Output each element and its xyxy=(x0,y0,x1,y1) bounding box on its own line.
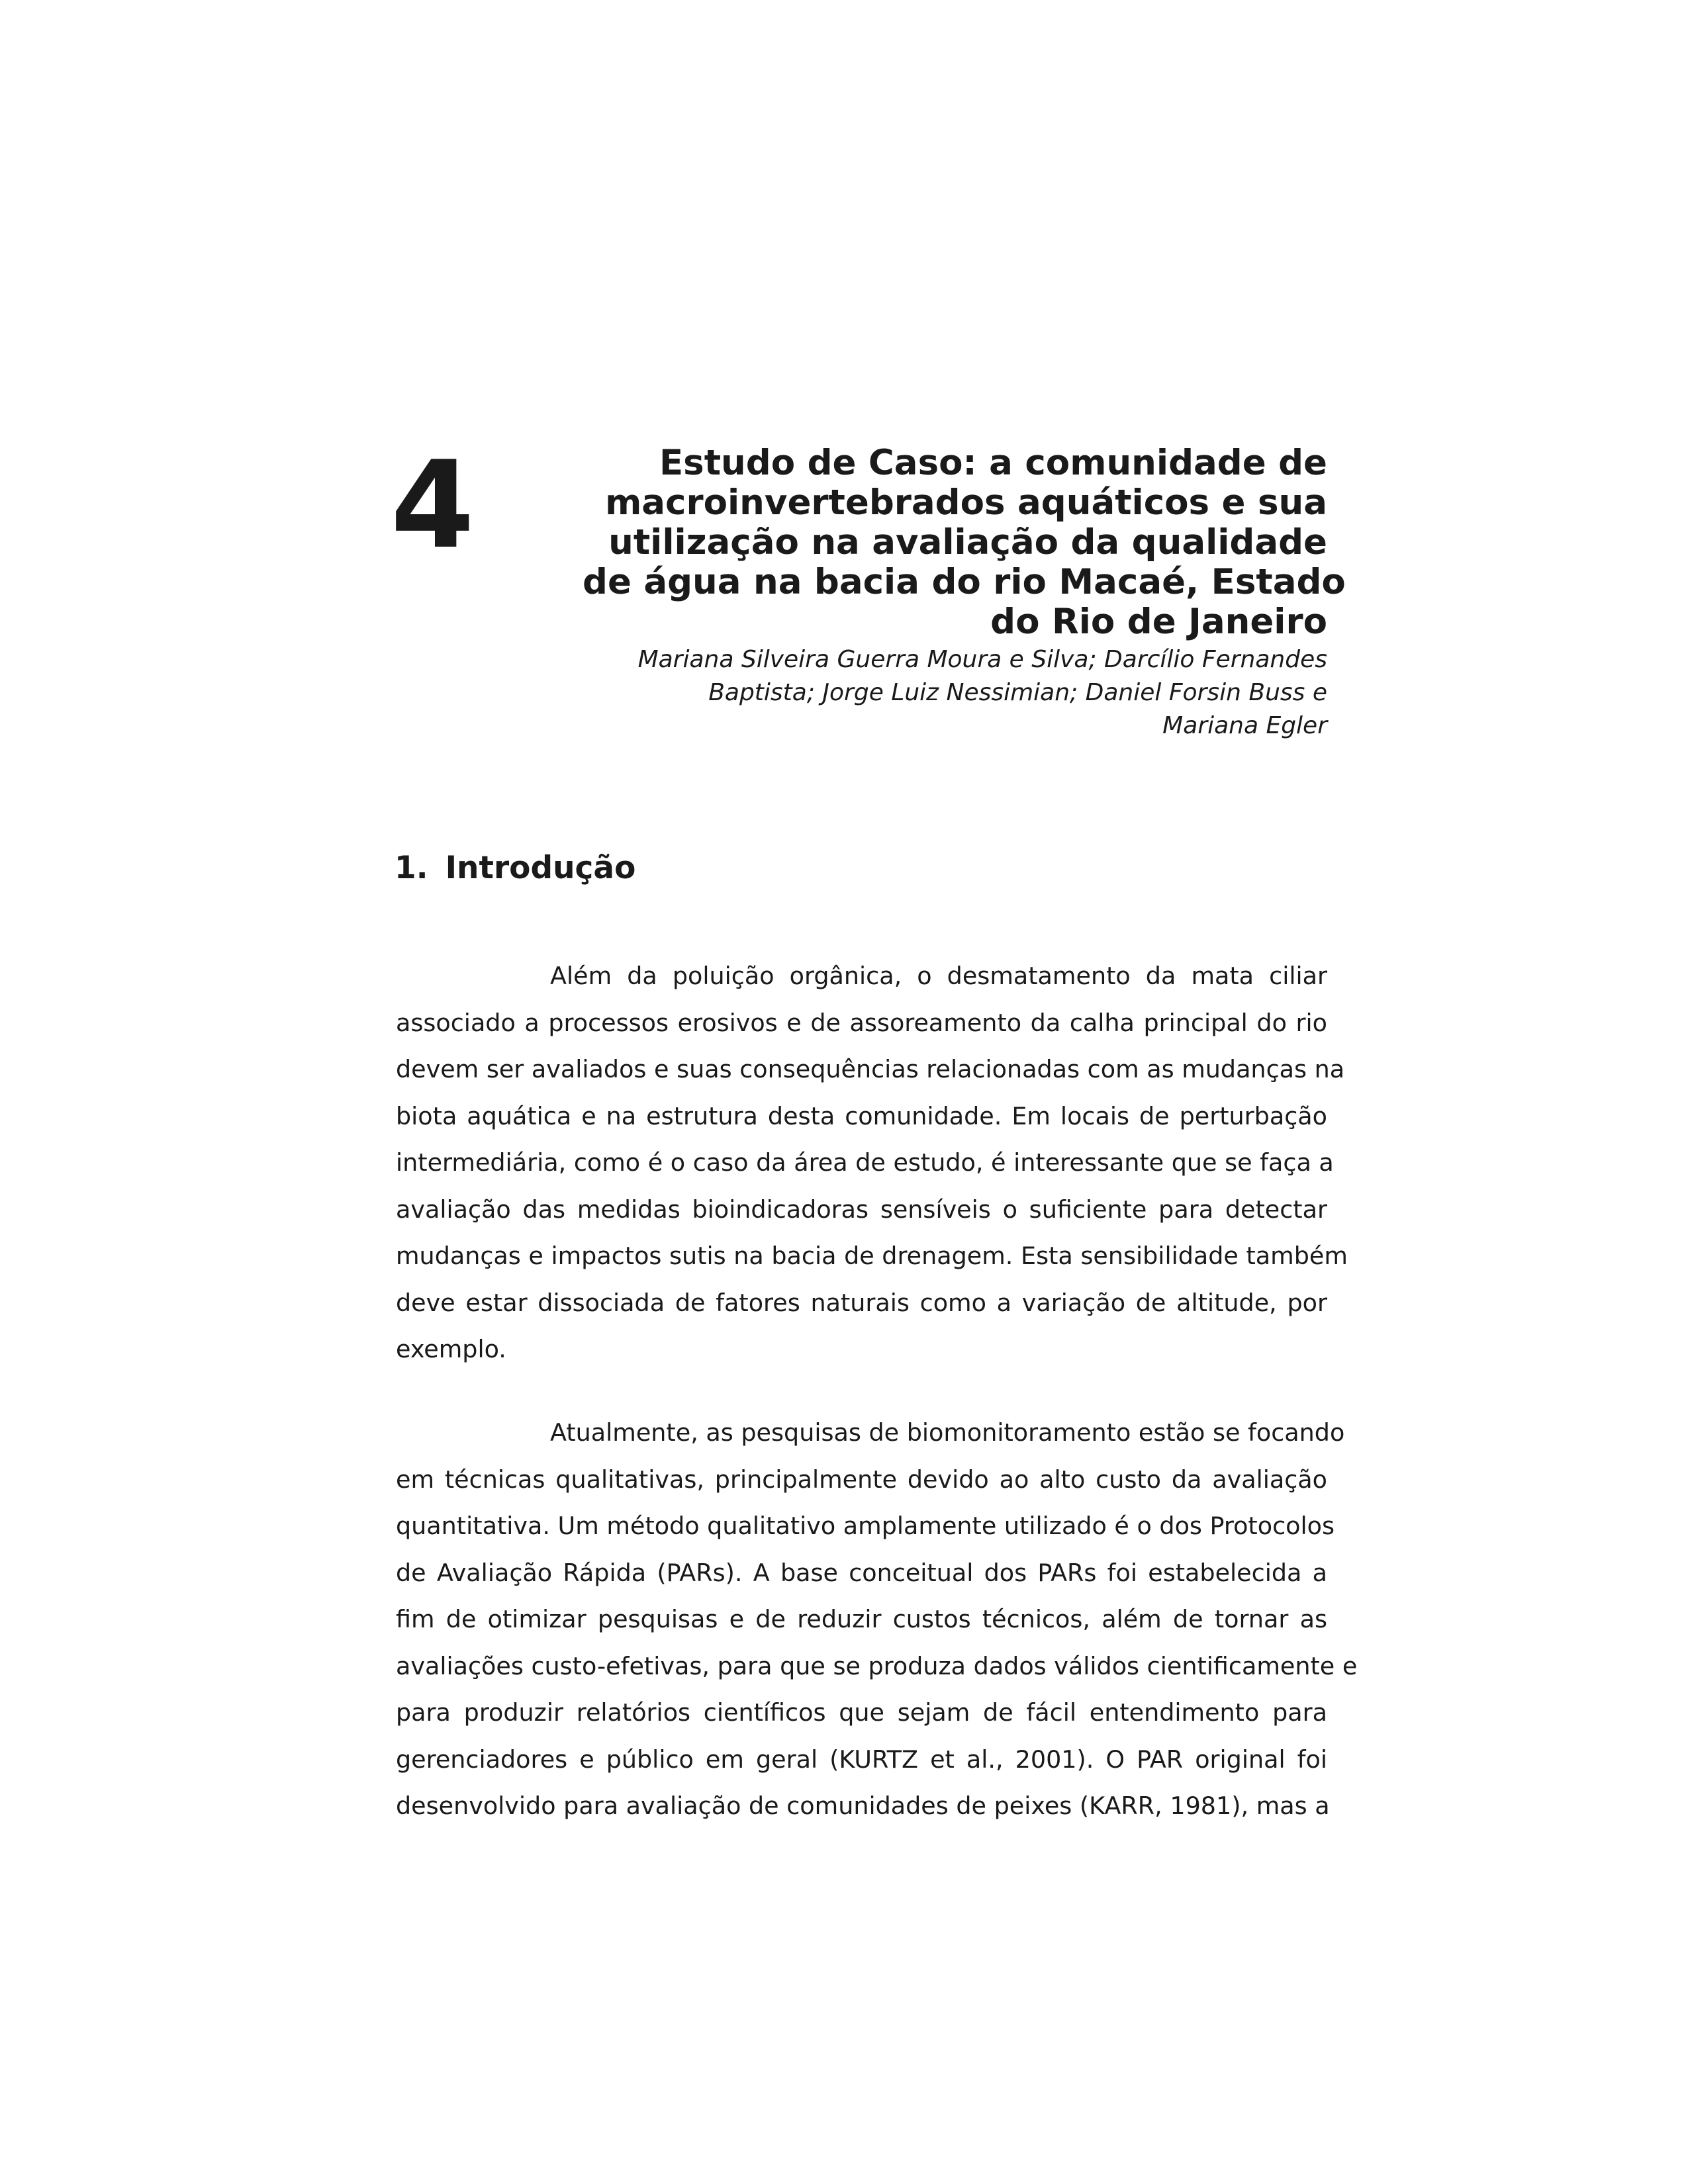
paragraph-line: Atualmente, as pesquisas de biomonitoramento estão se focando xyxy=(550,1418,1345,1447)
authors-line: Mariana Silveira Guerra Moura e Silva; Darcílio Fernandes xyxy=(637,646,1327,673)
paragraph-line: para produzir relatórios científicos que sejam de fácil entendimento para xyxy=(396,1698,1327,1727)
chapter-title-line: de água na bacia do rio Macaé, Estado xyxy=(583,562,1346,602)
paragraph-line: avaliações custo-efetivas, para que se produza dados válidos cientificamente e xyxy=(396,1651,1358,1680)
chapter-title-line: Estudo de Caso: a comunidade de xyxy=(659,443,1327,483)
chapter-number: 4 xyxy=(391,435,475,575)
chapter-title-line: do Rio de Janeiro xyxy=(990,602,1327,642)
chapter-authors xyxy=(583,643,1327,743)
body-paragraph xyxy=(396,1410,1358,1830)
chapter-title xyxy=(583,443,1346,642)
paragraph-line: mudanças e impactos sutis na bacia de drenagem. Esta sensibilidade também xyxy=(396,1242,1348,1270)
paragraph-line: gerenciadores e público em geral (KURTZ et al., 2001). O PAR original foi xyxy=(396,1745,1327,1774)
paragraph-line: devem ser avaliados e suas consequências relacionadas com as mudanças na xyxy=(396,1055,1345,1083)
chapter-title-line: macroinvertebrados aquáticos e sua xyxy=(605,482,1327,523)
paragraph-line: biota aquática e na estrutura desta comunidade. Em locais de perturbação xyxy=(396,1101,1327,1130)
paragraph-line: associado a processos erosivos e de assoreamento da calha principal do rio xyxy=(396,1008,1327,1037)
section-number: 1. xyxy=(395,850,428,886)
paragraph-line: em técnicas qualitativas, principalmente devido ao alto custo da avaliação xyxy=(396,1465,1327,1494)
paragraph-line: exemplo. xyxy=(396,1335,506,1363)
paragraph-line: quantitativa. Um método qualitativo amplamente utilizado é o dos Protocolos xyxy=(396,1512,1335,1540)
paragraph-line: fim de otimizar pesquisas e de reduzir custos técnicos, além de tornar as xyxy=(396,1605,1327,1633)
authors-line: Mariana Egler xyxy=(1162,712,1327,739)
paragraph-line: Além da poluição orgânica, o desmatamento da mata ciliar xyxy=(550,962,1327,990)
paragraph-line: desenvolvido para avaliação de comunidades de peixes (KARR, 1981), mas a xyxy=(396,1792,1330,1820)
section-title: Introdução xyxy=(445,850,636,886)
body-paragraph xyxy=(396,953,1348,1373)
paragraph-line: de Avaliação Rápida (PARs). A base conceitual dos PARs foi estabelecida a xyxy=(396,1558,1327,1587)
paragraph-line: deve estar dissociada de fatores naturais como a variação de altitude, por xyxy=(396,1288,1327,1317)
chapter-title-line: utilização na avaliação da qualidade xyxy=(608,522,1327,563)
authors-line: Baptista; Jorge Luiz Nessimian; Daniel Forsin Buss e xyxy=(708,679,1327,706)
paragraph-line: avaliação das medidas bioindicadoras sensíveis o suficiente para detectar xyxy=(396,1195,1327,1224)
section-heading xyxy=(395,848,635,888)
paragraph-line: intermediária, como é o caso da área de estudo, é interessante que se faça a xyxy=(396,1148,1334,1177)
